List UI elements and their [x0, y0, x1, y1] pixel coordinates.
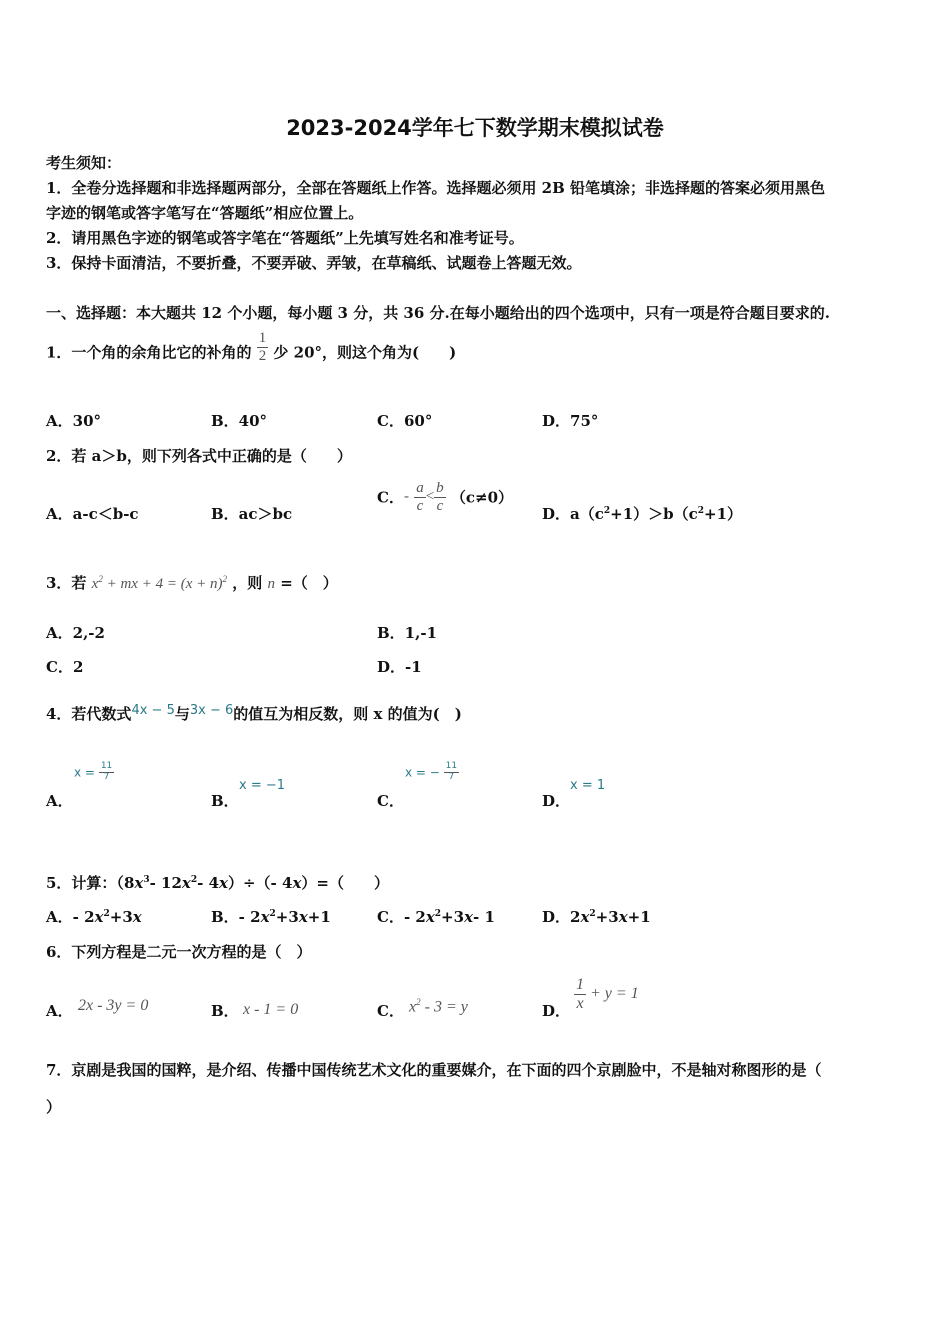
- q4-c-math: [405, 762, 459, 783]
- q5-option-a[interactable]: [46, 906, 142, 927]
- q6-b-label: B．: [211, 1002, 239, 1020]
- q3-expr-rest: + mx + 4 = (x + n): [106, 576, 223, 592]
- q4-a-label: A．: [46, 792, 73, 810]
- q4-post: 的值互为相反数，则 x 的值为( ): [233, 705, 462, 723]
- q2-d-exp2: 2: [697, 506, 705, 516]
- q3-post: =（ ）: [280, 574, 338, 592]
- q4-c-lhs: x = −: [405, 765, 440, 780]
- notice-item: 3．保持卡面清洁，不要折叠，不要弄破、弄皱，在草稿纸、试题卷上答题无效。: [46, 254, 582, 272]
- q6-option-d[interactable]: [542, 976, 639, 1021]
- q5-part: ）÷（- 4: [227, 874, 293, 892]
- q5-d-part: +3: [595, 908, 619, 926]
- q3-option-a[interactable]: A．2,-2: [46, 624, 105, 642]
- q5-b-part: +3: [275, 908, 299, 926]
- q6-d-den: x: [576, 994, 584, 1012]
- q3-option-d[interactable]: D．-1: [377, 658, 422, 676]
- q1-option-b[interactable]: B．40°: [211, 412, 268, 430]
- q5-option-d[interactable]: [542, 906, 651, 927]
- q5-exp: 2: [269, 909, 276, 919]
- notice-item: 2．请用黑色字迹的钢笔或答字笔在“答题纸”上先填写姓名和准考证号。: [46, 229, 524, 247]
- q2-c-lt: <: [425, 488, 435, 505]
- q4-d-math: x = 1: [570, 778, 606, 793]
- q6-d-label: D．: [542, 1002, 571, 1020]
- q5-var: x: [618, 908, 628, 926]
- q2-c-frac-right: [434, 480, 446, 514]
- q4-c-den: 7: [448, 771, 455, 782]
- q1-option-a[interactable]: A．30°: [46, 412, 102, 430]
- q1-option-d[interactable]: D．75°: [542, 412, 599, 430]
- question-5: [46, 872, 389, 893]
- q5-exp: 2: [589, 909, 596, 919]
- q6-d-rest: + y = 1: [590, 985, 639, 1003]
- q4-b-math: x = −1: [239, 778, 286, 793]
- q1-stem-pre: 1．一个角的余角比它的补角的: [46, 343, 252, 362]
- q5-var: x: [464, 908, 474, 926]
- q3-var: n: [267, 576, 275, 592]
- question-2-stem: 2．若 a＞b，则下列各式中正确的是（ ）: [46, 447, 352, 465]
- q5-a-part: +3: [109, 908, 133, 926]
- q5-var: x: [292, 874, 302, 892]
- q5-var: x: [425, 908, 435, 926]
- q5-a-part: A．- 2: [46, 908, 95, 926]
- q5-exp: 2: [190, 875, 198, 885]
- q2-c-frac-left: [414, 480, 426, 514]
- q2-c-label: C．: [377, 488, 404, 507]
- q6-d-num: 1: [576, 976, 584, 993]
- q4-mid: 与: [174, 705, 190, 723]
- q2-c-minus: -: [403, 488, 409, 505]
- q5-part: 5．计算：（8: [46, 874, 135, 892]
- q5-c-part: - 1: [473, 908, 495, 926]
- q2-option-b[interactable]: B．ac＞bc: [211, 505, 293, 523]
- q5-var: x: [219, 874, 228, 892]
- q2-option-c[interactable]: [377, 480, 513, 514]
- q4-a-lhs: x =: [74, 765, 95, 780]
- notice-item: 字迹的钢笔或答字笔写在“答题纸”相应位置上。: [46, 204, 364, 222]
- q1-stem-post: 少 20°，则这个角为( ): [273, 343, 457, 362]
- q6-b-math: x - 1 = 0: [243, 1001, 299, 1018]
- q5-part: ）=（ ）: [301, 874, 389, 892]
- q6-c-math: [409, 997, 468, 1016]
- q2-option-a[interactable]: A．a-c＜b-c: [46, 505, 139, 523]
- q4-c-label: C．: [377, 792, 404, 810]
- q5-d-part: +1: [627, 908, 651, 926]
- q5-b-part: B．- 2: [211, 908, 261, 926]
- q6-option-a[interactable]: [46, 997, 149, 1021]
- question-7-line1: 7．京剧是我国的国粹，是介绍、传播中国传统艺术文化的重要媒介，在下面的四个京剧脸中，不是轴对称图形的是（: [46, 1061, 822, 1079]
- q5-option-b[interactable]: [211, 906, 331, 927]
- q6-c-exp: 2: [416, 997, 421, 1007]
- question-6-stem: 6．下列方程是二元一次方程的是（ ）: [46, 943, 312, 961]
- q5-var: x: [134, 874, 144, 892]
- q6-a-label: A．: [46, 1002, 73, 1020]
- question-3: [46, 572, 338, 593]
- q3-expr-exp: 2: [98, 574, 103, 584]
- q6-d-math: [574, 976, 639, 1012]
- q5-part: - 12: [149, 874, 182, 892]
- q4-option-b[interactable]: [211, 778, 286, 811]
- question-4: [46, 703, 462, 724]
- q5-d-part: D．2: [542, 908, 581, 926]
- q4-c-num: 11: [445, 761, 458, 771]
- q4-expr2: 3x − 6: [189, 703, 234, 718]
- q4-pre: 4．若代数式: [46, 705, 132, 723]
- notice-item: 1．全卷分选择题和非选择题两部分，全部在答题纸上作答。选择题必须用 2B 铅笔填涂；非选择题的答案必须用黑色: [46, 179, 826, 197]
- q1-fraction: [257, 330, 269, 364]
- q6-a-math: 2x - 3y = 0: [78, 997, 149, 1014]
- q4-expr1: 4x − 5: [131, 703, 175, 718]
- q6-option-c[interactable]: [377, 997, 468, 1021]
- q4-option-c[interactable]: [377, 761, 458, 811]
- q5-b-part: +1: [307, 908, 331, 926]
- q3-mid: ，则: [232, 574, 263, 592]
- q4-a-frac: [99, 762, 114, 783]
- q2-c-num-b: b: [436, 480, 444, 496]
- q2-c-num-a: a: [416, 480, 424, 496]
- q5-var: x: [132, 908, 142, 926]
- q4-c-frac: [444, 762, 459, 783]
- q4-a-math: [74, 762, 114, 783]
- q6-d-frac: [574, 976, 586, 1012]
- q2-c-condition: （c≠0）: [450, 488, 514, 507]
- q3-expr: [92, 576, 227, 592]
- q2-c-den-c: c: [436, 497, 444, 514]
- q5-exp: 3: [143, 875, 150, 885]
- q2-d-part3: +1）: [704, 505, 743, 523]
- q3-pre: 3．若: [46, 574, 87, 592]
- q2-d-exp1: 2: [603, 506, 611, 516]
- q4-option-a[interactable]: [46, 761, 113, 811]
- question-7-line2: ）: [46, 1098, 62, 1116]
- notice-heading: 考生须知：: [46, 154, 122, 172]
- q5-part: - 4: [197, 874, 220, 892]
- q5-c-part: C．- 2: [377, 908, 426, 926]
- q3-expr-exp2: 2: [222, 574, 227, 584]
- q3-expr-x: x: [91, 576, 99, 592]
- q4-d-label: D．: [542, 792, 571, 810]
- q5-var: x: [94, 908, 104, 926]
- q4-a-num: 11: [100, 761, 113, 771]
- q6-option-b[interactable]: [211, 1000, 299, 1021]
- q2-option-d[interactable]: [542, 503, 742, 524]
- q1-frac-den: 2: [258, 347, 267, 364]
- q5-var: x: [580, 908, 590, 926]
- q3-option-c[interactable]: C．2: [46, 658, 84, 676]
- q4-option-d[interactable]: [542, 778, 606, 811]
- q1-option-c[interactable]: C．60°: [377, 412, 433, 430]
- q2-d-part1: D．a（c: [542, 505, 604, 523]
- q5-var: x: [181, 874, 191, 892]
- q5-c-part: +3: [441, 908, 465, 926]
- question-1: [46, 330, 456, 364]
- q1-frac-num: 1: [258, 330, 267, 346]
- q2-d-part2: +1）＞b（c: [610, 505, 698, 523]
- q2-c-den-c: c: [416, 497, 424, 514]
- q5-var: x: [298, 908, 308, 926]
- q6-c-x: x: [409, 998, 417, 1016]
- q5-exp: 2: [434, 909, 442, 919]
- q5-exp: 2: [103, 909, 110, 919]
- page-title: 2023-2024学年七下数学期末模拟试卷: [286, 116, 664, 140]
- q3-option-b[interactable]: B．1,-1: [377, 624, 438, 642]
- q6-c-rest: - 3 = y: [424, 998, 468, 1016]
- q4-b-label: B．: [211, 792, 239, 810]
- section-heading: 一、选择题：本大题共 12 个小题，每小题 3 分，共 36 分.在每小题给出的四个选项中，只有一项是符合题目要求的.: [46, 304, 830, 322]
- q6-c-label: C．: [377, 1002, 404, 1020]
- q4-a-den: 7: [103, 771, 110, 782]
- q5-option-c[interactable]: [377, 906, 495, 927]
- q5-var: x: [260, 908, 270, 926]
